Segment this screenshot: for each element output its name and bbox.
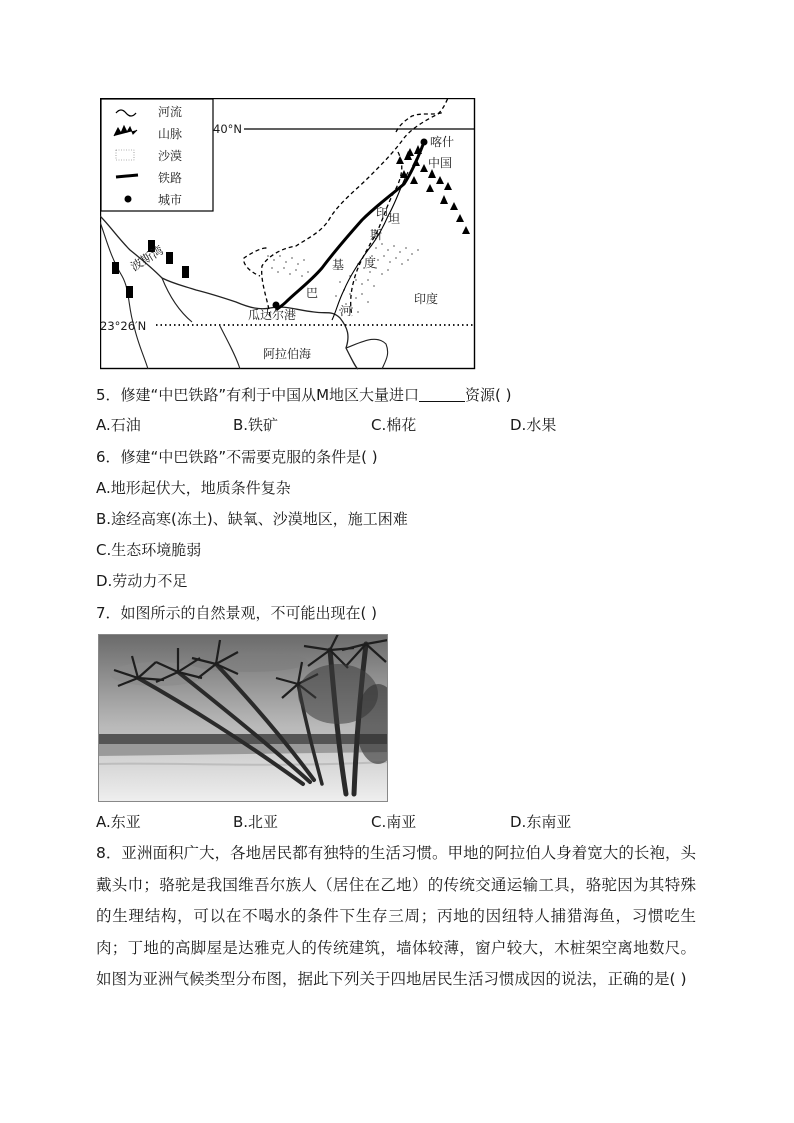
map-labels bbox=[100, 98, 476, 370]
indus-char-1: 印 bbox=[376, 206, 389, 220]
legend-railway-label: 铁路 bbox=[158, 171, 183, 185]
palm-beach-photo bbox=[98, 634, 388, 802]
q6-option-a[interactable]: A.地形起伏大，地质条件复杂 bbox=[96, 479, 291, 497]
legend-city-label: 城市 bbox=[158, 193, 183, 207]
pakistan-char-3: 斯 bbox=[370, 228, 383, 242]
india-label: 印度 bbox=[414, 292, 439, 306]
arabian-sea-label: 阿拉伯海 bbox=[263, 347, 312, 361]
q6-option-c[interactable]: C.生态环境脆弱 bbox=[96, 541, 202, 559]
q5-option-d[interactable]: D.水果 bbox=[510, 416, 557, 434]
q8-stem: 8．亚洲面积广大，各地居民都有独特的生活习惯。甲地的阿拉伯人身着宽大的长袍，头戴头巾；骆驼是我国维吾尔族人（居住在乙地）的传统交通运输工具，骆驼因为其特殊的生理结构，可以在不喝水的条件下生存三周；丙地的因纽特人捕猎海鱼，习惯吃生肉；丁地的高脚屋是达雅克人的传统建筑，墙体较薄，窗户较大，木桩架空离地数尺。如图为亚洲气候类型分布图，据此下列关于四地居民生活习惯成因的说法，正确的是( ) bbox=[96, 844, 696, 988]
q5-option-c[interactable]: C.棉花 bbox=[371, 416, 417, 434]
kashgar-label: 喀什 bbox=[430, 135, 455, 149]
q5-stem bbox=[96, 385, 512, 405]
q7-option-b[interactable]: B.北亚 bbox=[233, 813, 279, 831]
persian-gulf-label: 波斯湾 bbox=[128, 242, 166, 274]
pakistan-char-4: 坦 bbox=[388, 212, 401, 226]
q7-option-a[interactable]: A.东亚 bbox=[96, 813, 141, 831]
q7-option-d[interactable]: D.东南亚 bbox=[510, 813, 572, 831]
q6-option-d[interactable]: D.劳动力不足 bbox=[96, 572, 188, 590]
gwadar-label: 瓜达尔港 bbox=[248, 308, 297, 322]
indus-char-2: 度 bbox=[364, 256, 377, 270]
pakistan-char-1: 巴 bbox=[306, 286, 319, 300]
legend-river-label: 河流 bbox=[158, 105, 183, 119]
q5-option-b[interactable]: B.铁矿 bbox=[233, 416, 279, 434]
q5-stem-text-a: 5．修建“中巴铁路”有利于中国从M地区大量进口 bbox=[96, 386, 420, 404]
q5-option-a[interactable]: A.石油 bbox=[96, 416, 141, 434]
legend-mountain-label: 山脉 bbox=[158, 127, 183, 141]
q5-answer-blank bbox=[419, 387, 465, 402]
legend-desert-label: 沙漠 bbox=[158, 149, 183, 163]
lat-2326-label: 23°26′N bbox=[100, 319, 147, 333]
q7-stem: 7．如图所示的自然景观，不可能出现在( ) bbox=[96, 604, 378, 622]
china-label: 中国 bbox=[428, 156, 453, 170]
lat-40-label: 40°N bbox=[213, 122, 242, 136]
q6-stem: 6．修建“中巴铁路”不需要克服的条件是( ) bbox=[96, 448, 378, 466]
pakistan-char-2: 基 bbox=[332, 258, 345, 272]
q7-option-c[interactable]: C.南亚 bbox=[371, 813, 417, 831]
q5-stem-text-b: 资源( ) bbox=[465, 386, 512, 404]
q6-option-b[interactable]: B.途经高寒(冻土)、缺氧、沙漠地区，施工困难 bbox=[96, 510, 408, 528]
indus-char-3: 河 bbox=[340, 304, 353, 318]
